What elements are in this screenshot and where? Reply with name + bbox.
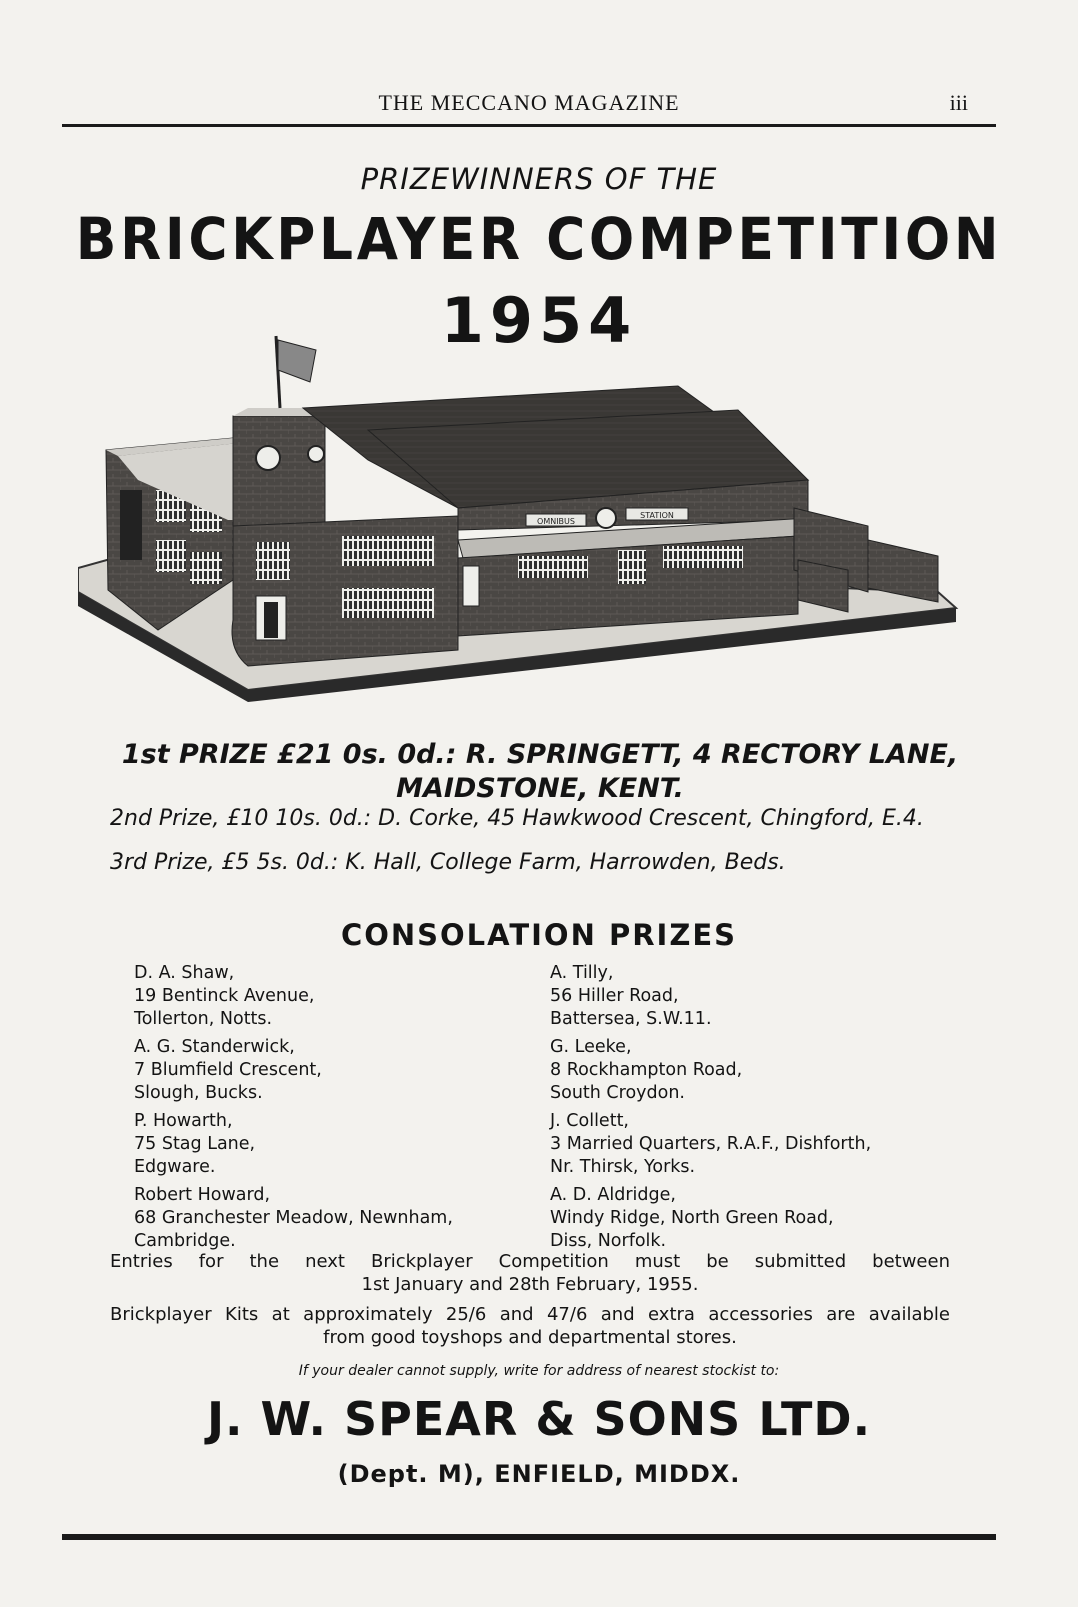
third-prize: 3rd Prize, £5 5s. 0d.: K. Hall, College Farm, Harrowden, Beds. [110,850,786,875]
list-item [550,962,990,1031]
winner-town: Diss, Norfolk. [550,1231,667,1251]
entries-notice-line1: Entries for the next Brickplayer Competition must be submitted between [110,1251,950,1272]
winner-name: A. G. Standerwick, [134,1037,295,1057]
winner-town: Nr. Thirsk, Yorks. [550,1157,696,1177]
kits-notice-line1: Brickplayer Kits at approximately 25/6 and 47/6 and extra accessories are available [110,1304,950,1325]
clock-tower [233,416,325,526]
footer-rule [62,1534,996,1540]
second-prize: 2nd Prize, £10 10s. 0d.: D. Corke, 45 Hawkwood Crescent, Chingford, E.4. [110,806,924,831]
winner-name: Robert Howard, [134,1185,271,1205]
winner-town: Cambridge. [134,1231,236,1251]
winner-name: D. A. Shaw, [134,963,235,983]
first-prize-line2: MAIDSTONE, KENT. [396,773,684,804]
winner-name: P. Howarth, [134,1111,233,1131]
company-name: J. W. SPEAR & SONS LTD. [206,1392,872,1446]
winner-name: A. D. Aldridge, [550,1185,676,1205]
winner-name: A. Tilly, [550,963,614,983]
winner-address: 7 Blumfield Crescent, [134,1060,322,1080]
page-number: iii [949,90,968,115]
pre-title: PRIZEWINNERS OF THE [360,162,718,196]
winner-town: Slough, Bucks. [134,1083,263,1103]
competition-year: 1954 [440,284,638,357]
kits-notice [110,1303,950,1349]
magazine-title: THE MECCANO MAGAZINE [378,90,680,115]
winner-town: Tollerton, Notts. [134,1009,273,1029]
list-item [134,962,554,1031]
dealer-note: If your dealer cannot supply, write for address of nearest stockist to: [298,1363,780,1379]
omnibus-sign-text: OMNIBUS [537,517,575,526]
station-sign-text: STATION [640,511,674,520]
page-header [62,88,996,118]
winner-address: Windy Ridge, North Green Road, [550,1208,834,1228]
list-item [550,1184,990,1253]
bus-station-model-photo [78,330,978,710]
winner-name: G. Leeke, [550,1037,632,1057]
winner-address: 3 Married Quarters, R.A.F., Dishforth, [550,1134,872,1154]
list-item [134,1110,554,1179]
winner-town: South Croydon. [550,1083,685,1103]
consolation-right-column [550,962,990,1258]
company-address: (Dept. M), ENFIELD, MIDDX. [337,1460,741,1488]
first-prize [60,738,1020,806]
header-rule [62,124,996,127]
first-prize-line1: 1st PRIZE £21 0s. 0d.: R. SPRINGETT, 4 RECTORY LANE, [121,739,959,770]
kits-notice-line2: from good toyshops and departmental stores. [323,1327,737,1348]
winner-address: 75 Stag Lane, [134,1134,256,1154]
winner-address: 56 Hiller Road, [550,986,679,1006]
competition-title: BRICKPLAYER COMPETITION [75,205,1003,273]
consolation-left-column [134,962,554,1258]
winner-name: J. Collett, [550,1111,629,1131]
list-item [134,1184,554,1253]
entries-notice-line2: 1st January and 28th February, 1955. [361,1274,699,1295]
winner-town: Edgware. [134,1157,216,1177]
flag [278,340,316,382]
list-item [550,1036,990,1105]
entries-notice [110,1250,950,1296]
list-item [134,1036,554,1105]
list-item [550,1110,990,1179]
winner-town: Battersea, S.W.11. [550,1009,712,1029]
winner-address: 68 Granchester Meadow, Newnham, [134,1208,453,1228]
winner-address: 8 Rockhampton Road, [550,1060,743,1080]
consolation-heading: CONSOLATION PRIZES [340,918,738,952]
winner-address: 19 Bentinck Avenue, [134,986,315,1006]
